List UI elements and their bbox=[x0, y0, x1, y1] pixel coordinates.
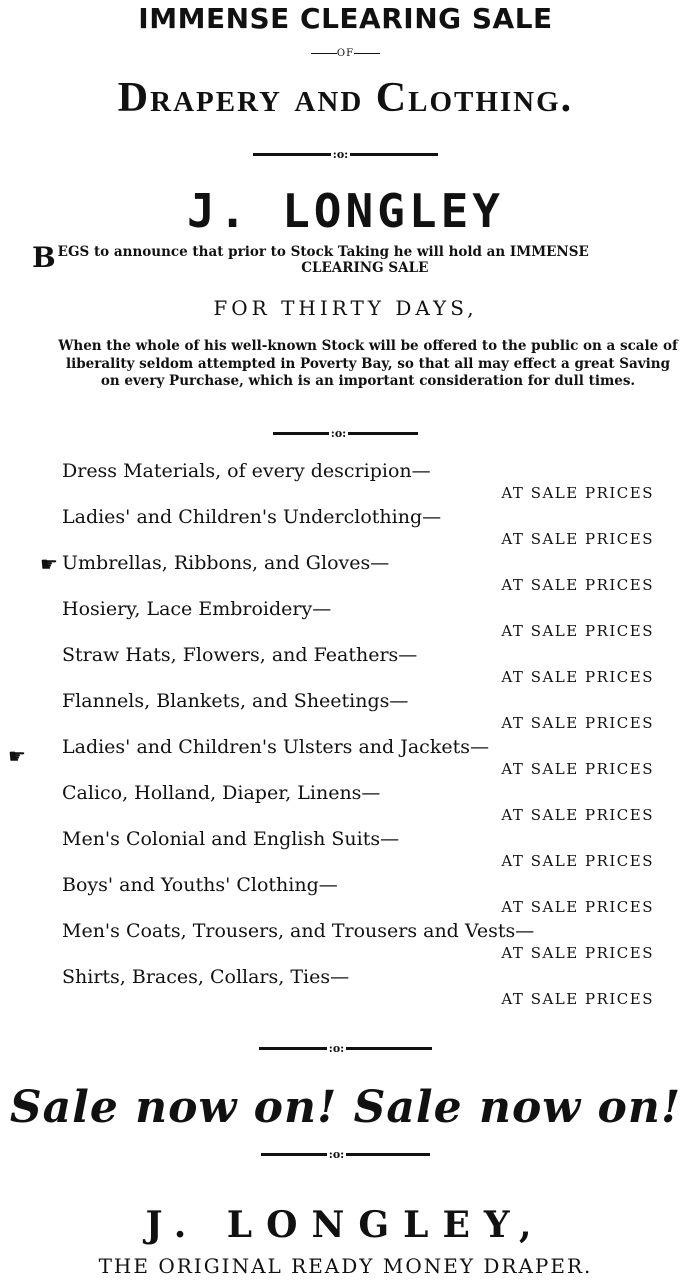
divider-bar bbox=[259, 1047, 327, 1050]
divider-bar bbox=[261, 1153, 327, 1156]
item-label: Hosiery, Lace Embroidery— bbox=[62, 598, 332, 620]
divider-bar bbox=[348, 432, 418, 435]
item-label: Men's Coats, Trousers, and Trousers and Vests— bbox=[62, 920, 535, 942]
item-price: AT SALE PRICES bbox=[501, 990, 654, 1008]
item-label: Men's Colonial and English Suits— bbox=[62, 828, 400, 850]
ink-blot-icon: ☛ bbox=[40, 552, 58, 576]
ornament-divider bbox=[0, 148, 691, 161]
announcement-line1: EGS to announce that prior to Stock Taking he will hold an IMMENSE bbox=[57, 244, 589, 260]
item-label: Shirts, Braces, Collars, Ties— bbox=[62, 966, 350, 988]
merchant-name: J. LONGLEY bbox=[187, 184, 504, 238]
item-price: AT SALE PRICES bbox=[501, 622, 654, 640]
divider-bar bbox=[273, 432, 329, 435]
ornament-divider bbox=[0, 1148, 691, 1161]
item-price: AT SALE PRICES bbox=[501, 668, 654, 686]
ornament-divider bbox=[0, 427, 691, 440]
divider-mark: :o: bbox=[328, 1042, 345, 1055]
item-label: Ladies' and Children's Underclothing— bbox=[62, 506, 442, 528]
drop-cap: B bbox=[32, 241, 56, 274]
footer-merchant-name: J. LONGLEY, bbox=[145, 1204, 546, 1246]
item-label: Umbrellas, Ribbons, and Gloves— bbox=[62, 552, 390, 574]
item-label: Dress Materials, of every descripion— bbox=[62, 460, 431, 482]
list-item bbox=[62, 828, 662, 874]
divider-bar bbox=[346, 1047, 432, 1050]
item-price: AT SALE PRICES bbox=[501, 944, 654, 962]
item-price: AT SALE PRICES bbox=[501, 576, 654, 594]
item-price: AT SALE PRICES bbox=[501, 484, 654, 502]
list-item bbox=[62, 506, 662, 552]
item-label: Straw Hats, Flowers, and Feathers— bbox=[62, 644, 418, 666]
item-label: Ladies' and Children's Ulsters and Jackets— bbox=[62, 736, 489, 758]
item-price: AT SALE PRICES bbox=[501, 530, 654, 548]
divider-bar bbox=[346, 1153, 430, 1156]
pointing-hand-icon: ☛ bbox=[8, 744, 26, 768]
announcement-intro bbox=[32, 241, 672, 276]
divider-bar bbox=[350, 153, 438, 156]
divider-mark: :o: bbox=[328, 1148, 345, 1161]
page-title: Drapery and Clothing. bbox=[117, 75, 574, 121]
list-item bbox=[62, 598, 662, 644]
sale-now-banner: Sale now on! Sale now on! bbox=[9, 1082, 682, 1133]
list-item bbox=[62, 736, 662, 782]
list-item bbox=[62, 644, 662, 690]
list-item bbox=[62, 782, 662, 828]
headline: IMMENSE CLEARING SALE bbox=[138, 2, 553, 35]
item-price: AT SALE PRICES bbox=[501, 806, 654, 824]
list-item bbox=[62, 690, 662, 736]
sale-duration: FOR THIRTY DAYS, bbox=[213, 296, 478, 320]
item-label: Calico, Holland, Diaper, Linens— bbox=[62, 782, 381, 804]
footer-subtitle: THE ORIGINAL READY MONEY DRAPER. bbox=[98, 1254, 593, 1278]
announcement-body: When the whole of his well-known Stock will be offered to the public on a scale of liberality seldom attempted in Poverty Bay, so that all may effect a great Saving on every Purchase, which is an important consideration for dull times. bbox=[58, 338, 678, 389]
list-item bbox=[62, 966, 662, 1012]
list-item bbox=[62, 552, 662, 598]
list-item bbox=[62, 920, 662, 966]
item-label: Flannels, Blankets, and Sheetings— bbox=[62, 690, 409, 712]
item-price: AT SALE PRICES bbox=[501, 714, 654, 732]
ornament-divider bbox=[0, 1042, 691, 1055]
of-label: OF bbox=[336, 48, 355, 59]
item-price: AT SALE PRICES bbox=[501, 852, 654, 870]
item-price: AT SALE PRICES bbox=[501, 898, 654, 916]
announcement-line2: CLEARING SALE bbox=[301, 260, 429, 276]
item-label: Boys' and Youths' Clothing— bbox=[62, 874, 338, 896]
rule-right bbox=[354, 53, 380, 54]
divider-bar bbox=[253, 153, 331, 156]
list-item bbox=[62, 874, 662, 920]
rule-left bbox=[311, 53, 337, 54]
divider-mark: :o: bbox=[330, 427, 347, 440]
item-list bbox=[62, 460, 662, 1012]
of-separator bbox=[0, 48, 691, 59]
list-item bbox=[62, 460, 662, 506]
item-price: AT SALE PRICES bbox=[501, 760, 654, 778]
divider-mark: :o: bbox=[332, 148, 349, 161]
